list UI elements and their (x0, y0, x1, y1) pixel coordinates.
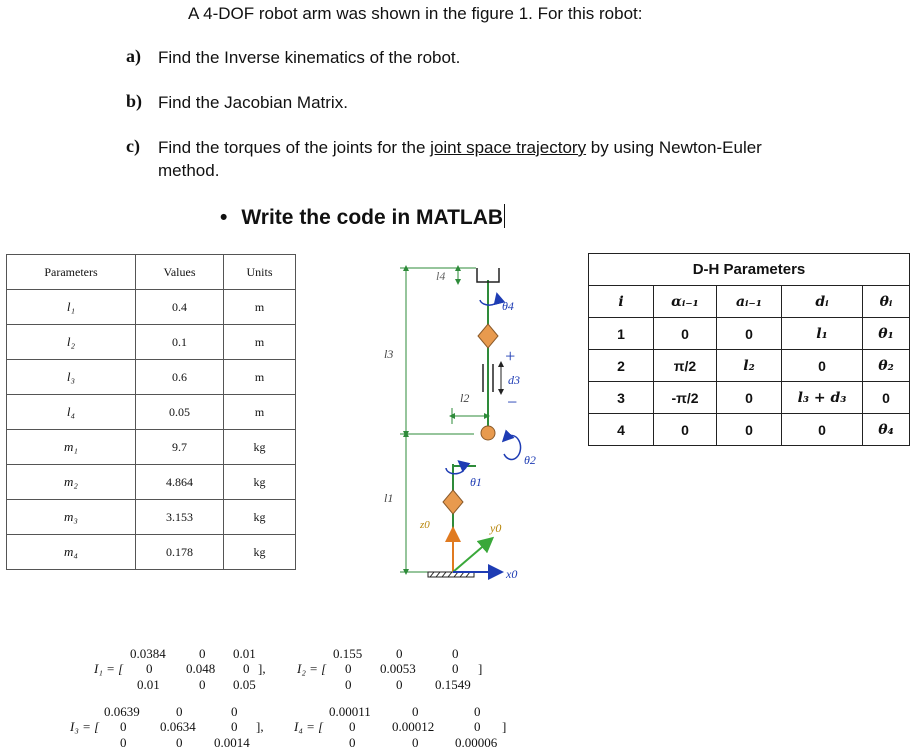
unit-cell: kg (224, 465, 296, 500)
i4-name: I₄ = [ (294, 719, 324, 734)
dh-cell: θ₁ (863, 318, 910, 350)
i2-cell: 0.155 (333, 646, 363, 661)
dh-cell: 3 (589, 382, 654, 414)
value-cell: 0.178 (136, 535, 224, 570)
param-cell: l₄ (7, 395, 136, 430)
i1-name: I₁ = [ (94, 661, 124, 676)
param-cell: l₁ (7, 290, 136, 325)
dh-table-header (589, 286, 910, 318)
i4-cell: 0.00006 (455, 735, 498, 750)
dh-cell: -π/2 (654, 382, 717, 414)
y0-axis (453, 542, 488, 572)
unit-cell: kg (224, 535, 296, 570)
unit-cell: m (224, 290, 296, 325)
i2-cell: 0 (396, 677, 403, 692)
i3-cell: 0 (120, 719, 127, 734)
plus-sign: + (504, 346, 517, 366)
unit-cell: m (224, 360, 296, 395)
table-row (7, 360, 296, 395)
i4-close: ] (502, 719, 507, 734)
bullet-dot: • (220, 206, 228, 229)
table-row (589, 382, 910, 414)
param-cell: m₄ (7, 535, 136, 570)
table-row (7, 535, 296, 570)
i4-cell: 0 (349, 719, 356, 734)
param-cell: m₃ (7, 500, 136, 535)
unit-cell: m (224, 325, 296, 360)
table-row (7, 325, 296, 360)
dh-cell: 0 (717, 382, 782, 414)
dh-cell: θ₂ (863, 350, 910, 382)
l3-label: l3 (384, 347, 394, 361)
table-row (7, 430, 296, 465)
i4-cell: 0 (474, 704, 481, 719)
header-values: Values (136, 255, 224, 290)
i3-cell: 0 (231, 704, 238, 719)
bullet-text: Write the code in MATLAB (241, 206, 504, 229)
dh-cell: l₁ (782, 318, 863, 350)
dh-table-title: D-H Parameters (589, 254, 910, 286)
dh-cell: 0 (717, 318, 782, 350)
header-units: Units (224, 255, 296, 290)
dh-cell: θ₄ (863, 414, 910, 446)
intro-text: A 4-DOF robot arm was shown in the figure 1. For this robot: (188, 4, 643, 23)
table-row (7, 465, 296, 500)
question-b-text: Find the Jacobian Matrix. (158, 93, 348, 112)
dh-cell: 4 (589, 414, 654, 446)
i2-cell: 0 (345, 677, 352, 692)
unit-cell: m (224, 395, 296, 430)
value-cell: 0.1 (136, 325, 224, 360)
theta2-label: θ2 (524, 453, 536, 467)
i1-cell: 0.05 (233, 677, 256, 692)
question-c-text-end: by using Newton-Euler (586, 138, 762, 157)
i2-cell: 0 (345, 661, 352, 676)
value-cell: 3.153 (136, 500, 224, 535)
text-cursor (504, 204, 505, 228)
z0-label: z0 (420, 519, 430, 531)
i2-cell: 0 (452, 646, 459, 661)
i3-cell: 0 (176, 735, 183, 750)
x0-label: x0 (506, 567, 518, 581)
table-row (7, 500, 296, 535)
question-c-text (158, 138, 762, 158)
value-cell: 4.864 (136, 465, 224, 500)
i1-cell: 0 (146, 661, 153, 676)
i2-name: I₂ = [ (297, 661, 327, 676)
i4-cell: 0 (412, 704, 419, 719)
parameters-table (6, 254, 296, 570)
table-row (589, 318, 910, 350)
robot-arm-figure (380, 258, 540, 588)
theta2-rotation-icon (504, 435, 521, 459)
y0-label: y0 (490, 521, 502, 535)
dh-header-theta: θᵢ (863, 286, 910, 318)
d3-label: d3 (508, 373, 520, 387)
minus-sign: − (506, 392, 519, 412)
question-c-text-start: Find the torques of the joints for the (158, 138, 431, 157)
theta4-label: θ4 (502, 299, 514, 313)
param-cell: l₃ (7, 360, 136, 395)
parameters-table-header (7, 255, 296, 290)
joint-2 (481, 426, 495, 440)
question-a-label: a) (126, 46, 141, 66)
i3-cell: 0.0634 (160, 719, 196, 734)
l2-label: l2 (460, 391, 470, 405)
dh-header-i: i (589, 286, 654, 318)
param-cell: m₁ (7, 430, 136, 465)
i2-cell: 0.0053 (380, 661, 416, 676)
question-b-label: b) (126, 91, 143, 111)
i1-cell: 0 (243, 661, 250, 676)
dh-cell: 1 (589, 318, 654, 350)
value-cell: 0.4 (136, 290, 224, 325)
dh-cell: l₂ (717, 350, 782, 382)
dh-cell: 0 (717, 414, 782, 446)
dh-cell: 2 (589, 350, 654, 382)
unit-cell: kg (224, 430, 296, 465)
param-cell: m₂ (7, 465, 136, 500)
value-cell: 0.6 (136, 360, 224, 395)
l1-label: l1 (384, 491, 394, 505)
question-c-text-line2: method. (158, 161, 220, 180)
i1-cell: 0.01 (233, 646, 256, 661)
dh-cell: 0 (654, 414, 717, 446)
dh-cell: π/2 (654, 350, 717, 382)
joint-space-trajectory-link[interactable]: joint space trajectory (430, 138, 587, 157)
i1-cell: 0.01 (137, 677, 160, 692)
table-row (7, 395, 296, 430)
i3-cell: 0 (120, 735, 127, 750)
theta1-label: θ1 (470, 475, 482, 489)
table-row (589, 414, 910, 446)
i3-close: ], (256, 719, 264, 734)
dh-cell: 0 (654, 318, 717, 350)
i3-cell: 0 (176, 704, 183, 719)
i1-close: ], (258, 661, 266, 676)
i3-cell: 0.0014 (214, 735, 250, 750)
i3-cell: 0 (231, 719, 238, 734)
i4-cell: 0.00012 (392, 719, 435, 734)
i1-cell: 0.048 (186, 661, 216, 676)
dh-header-a: aᵢ₋₁ (717, 286, 782, 318)
i4-cell: 0.00011 (329, 704, 371, 719)
i2-cell: 0 (452, 661, 459, 676)
dh-parameters-table (588, 253, 910, 446)
i2-cell: 0.1549 (435, 677, 471, 692)
i1-cell: 0 (199, 646, 206, 661)
prismatic-joint (483, 364, 501, 392)
header-parameters: Parameters (7, 255, 136, 290)
l4-label: l4 (436, 269, 446, 283)
dh-cell: l₃ + d₃ (782, 382, 863, 414)
value-cell: 0.05 (136, 395, 224, 430)
table-row (7, 290, 296, 325)
dimension-lines (400, 268, 487, 572)
dh-header-alpha: αᵢ₋₁ (654, 286, 717, 318)
i4-cell: 0 (412, 735, 419, 750)
i3-name: I₃ = [ (70, 719, 100, 734)
value-cell: 9.7 (136, 430, 224, 465)
theta4-rotation-icon (480, 298, 498, 305)
dh-cell: 0 (782, 414, 863, 446)
i2-cell: 0 (396, 646, 403, 661)
matlab-bullet (220, 204, 505, 230)
joint-1 (443, 490, 463, 514)
question-c-label: c) (126, 136, 140, 156)
i3-cell: 0.0639 (104, 704, 140, 719)
dh-header-d: dᵢ (782, 286, 863, 318)
dh-cell: 0 (782, 350, 863, 382)
unit-cell: kg (224, 500, 296, 535)
i4-cell: 0 (474, 719, 481, 734)
table-row (589, 350, 910, 382)
dh-cell: 0 (863, 382, 910, 414)
i4-cell: 0 (349, 735, 356, 750)
i2-close: ] (478, 661, 483, 676)
joint-4 (478, 324, 498, 348)
param-cell: l₂ (7, 325, 136, 360)
i1-cell: 0 (199, 677, 206, 692)
i1-cell: 0.0384 (130, 646, 166, 661)
question-a-text: Find the Inverse kinematics of the robot. (158, 48, 461, 67)
